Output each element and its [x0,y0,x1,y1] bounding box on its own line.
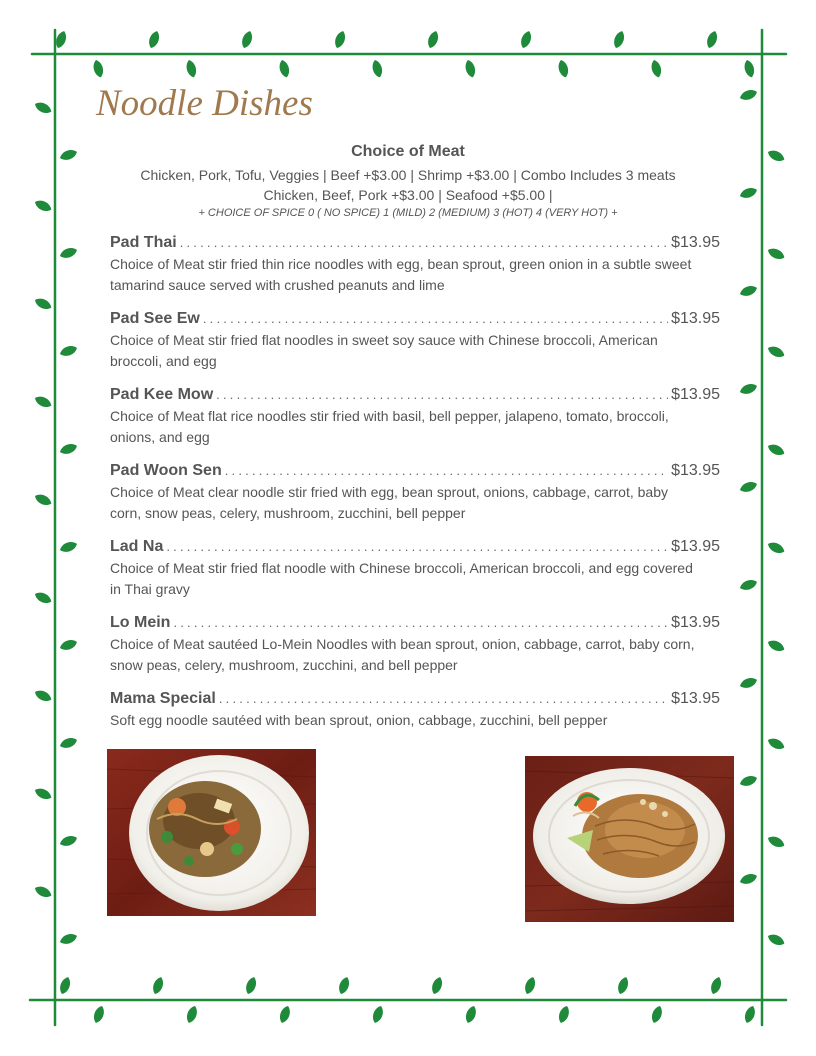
leaf-icon [738,284,758,299]
leaf-icon [766,638,786,654]
leaf-icon [33,884,53,900]
leaf-icon [185,1004,200,1024]
leaf-icon [58,638,78,653]
leaf-icon [33,100,53,116]
menu-item-price: $13.95 [671,310,720,327]
leaf-icon [766,246,786,262]
leaf-icon [523,976,538,996]
food-photo-right [525,756,734,922]
leaf-icon [464,1004,479,1024]
menu-item-description: Choice of Meat stir fried flat noodles in sweet soy sauce with Chinese broccoli, American broccoli, and egg [110,332,658,369]
leaf-icon [705,30,720,50]
leaf-icon [738,676,758,691]
leaf-icon [92,1004,107,1024]
leaf-icon [58,442,78,457]
menu-item-description: Choice of Meat clear noodle stir fried with egg, bean sprout, onions, cabbage, carrot, baby corn, snow peas, celery, mushroom, zucchini, bell pepper [110,484,668,521]
page-title: Noodle Dishes [96,83,313,124]
menu-item-description: Choice of Meat stir fried thin rice noodles with egg, bean sprout, green onion in a subtle sweet tamarind sauce served with crushed peanuts and lime [110,256,692,293]
leaf-icon [650,1004,665,1024]
meat-options-line-2: Chicken, Beef, Pork +$3.00 | Seafood +$5.00 | [263,187,553,203]
leaf-icon [738,88,758,103]
leaf-icon [766,932,786,948]
leaf-icon [33,296,53,312]
menu-item [110,386,720,448]
leaf-icon [557,59,570,79]
leaf-icon [151,976,166,996]
leaf-icon [738,480,758,495]
leaf-icon [612,30,627,50]
meat-options-line-1: Chicken, Pork, Tofu, Veggies | Beef +$3.00 | Shrimp +$3.00 | Combo Includes 3 meats [140,167,676,183]
leaf-icon [147,30,162,50]
dot-leader [173,615,668,630]
menu-item [110,690,720,731]
menu-item-name: Pad Kee Mow [110,386,214,403]
leaf-icon [738,578,758,593]
dot-leader [216,387,668,402]
leaf-icon [766,736,786,752]
leaf-icon [738,872,758,887]
menu-item [110,614,720,676]
leaf-icon [33,394,53,410]
menu-item-price: $13.95 [671,462,720,479]
leaf-icon [426,30,441,50]
menu-item-description: Soft egg noodle sautéed with bean sprout, onion, cabbage, zucchini, bell pepper [110,712,608,728]
leaf-icon [557,1004,572,1024]
menu-list [110,234,720,745]
dot-leader [203,311,668,326]
menu-item-name: Lad Na [110,538,164,555]
leaf-icon [337,976,352,996]
leaf-icon [240,30,255,50]
leaf-icon [278,59,291,79]
menu-item-name: Lo Mein [110,614,171,631]
leaf-icon [58,736,78,751]
leaf-icon [430,976,445,996]
menu-item [110,462,720,524]
leaf-icon [58,932,78,947]
dot-leader [166,539,668,554]
leaf-icon [333,30,348,50]
dot-leader [180,235,668,250]
leaf-icon [244,976,259,996]
choice-of-meat-section [0,143,816,219]
leaf-icon [371,59,384,79]
food-photo-left [107,749,316,916]
leaf-icon [58,976,73,996]
leaf-icon [616,976,631,996]
leaf-icon [766,540,786,556]
menu-item [110,310,720,372]
choice-of-meat-heading: Choice of Meat [351,143,465,160]
leaf-icon [738,382,758,397]
menu-item [110,234,720,296]
leaf-icon [58,834,78,849]
leaf-icon [766,344,786,360]
leaf-icon [650,59,663,79]
menu-item [110,538,720,600]
leaf-icon [766,442,786,458]
menu-item-name: Pad Thai [110,234,177,251]
menu-item-price: $13.95 [671,538,720,555]
menu-item-price: $13.95 [671,386,720,403]
leaf-icon [58,344,78,359]
leaf-icon [58,540,78,555]
menu-item-description: Choice of Meat sautéed Lo-Mein Noodles with bean sprout, onion, cabbage, carrot, baby corn, snow peas, celery, mushroom, zucchini, and bell pepper [110,636,695,673]
menu-item-name: Mama Special [110,690,216,707]
menu-item-name: Pad Woon Sen [110,462,222,479]
leaf-icon [709,976,724,996]
leaf-icon [519,30,534,50]
leaf-icon [33,688,53,704]
menu-item-description: Choice of Meat flat rice noodles stir fried with basil, bell pepper, jalapeno, tomato, broccoli, onions, and egg [110,408,669,445]
leaf-icon [464,59,477,79]
menu-item-description: Choice of Meat stir fried flat noodle with Chinese broccoli, American broccoli, and egg covered in Thai gravy [110,560,693,597]
leaf-icon [58,246,78,261]
dot-leader [225,463,668,478]
leaf-icon [743,59,756,79]
leaf-icon [185,59,198,79]
menu-item-price: $13.95 [671,234,720,251]
leaf-icon [766,834,786,850]
menu-item-price: $13.95 [671,690,720,707]
menu-item-price: $13.95 [671,614,720,631]
leaf-icon [743,1004,758,1024]
menu-item-name: Pad See Ew [110,310,200,327]
leaf-icon [92,59,105,79]
leaf-icon [33,492,53,508]
dot-leader [219,691,668,706]
leaf-icon [738,774,758,789]
leaf-icon [371,1004,386,1024]
leaf-icon [33,590,53,606]
leaf-icon [33,786,53,802]
leaf-icon [278,1004,293,1024]
spice-level-note: + CHOICE OF SPICE 0 ( NO SPICE) 1 (MILD) 2 (MEDIUM) 3 (HOT) 4 (VERY HOT) + [198,207,618,219]
